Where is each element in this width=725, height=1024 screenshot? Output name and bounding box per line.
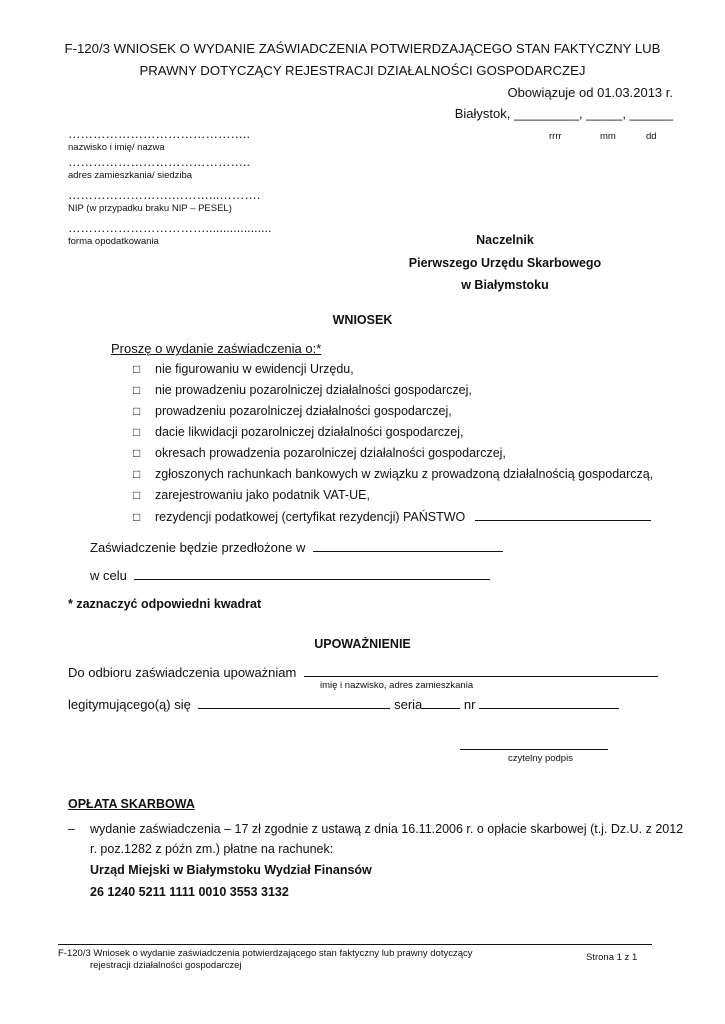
option-row[interactable]	[133, 362, 354, 376]
pickup-label: Do odbioru zaświadczenia upoważniam	[68, 665, 297, 680]
tax-form-field[interactable]: ……………………………...................	[68, 221, 272, 235]
date-label-day: dd	[646, 131, 657, 142]
number-label: nr	[463, 697, 476, 712]
submit-to-label: Zaświadczenie będzie przedłożone w	[90, 540, 306, 555]
series-input[interactable]	[422, 697, 460, 709]
option-row[interactable]	[133, 467, 653, 481]
fee-line1: wydanie zaświadczenia – 17 zł zgodnie z ustawą z dnia 16.11.2006 r. o opłacie skarbowej (t.j. Dz.U. z 2012	[90, 822, 684, 836]
nip-field[interactable]: …………………….………...……….	[68, 188, 261, 202]
nip-label: NIP (w przypadku braku NIP – PESEL)	[68, 203, 232, 214]
addressee-line2: Pierwszego Urzędu Skarbowego	[408, 256, 602, 270]
submit-to-input[interactable]	[313, 540, 503, 552]
fee-dash: –	[68, 822, 75, 836]
option-label: zgłoszonych rachunkach bankowych w związku z prowadzoną działalnością gospodarczą,	[155, 467, 654, 481]
option-row[interactable]	[133, 404, 452, 418]
checkbox[interactable]: □	[133, 467, 141, 481]
footer-text-line1: F-120/3 Wniosek o wydanie zaświadczenia potwierdzającego stan faktyczny lub prawny dotyczący	[58, 948, 473, 959]
checkbox[interactable]: □	[133, 425, 141, 439]
tax-form-label: forma opodatkowania	[68, 236, 159, 247]
option-label: nie figurowaniu w ewidencji Urzędu,	[155, 362, 354, 376]
checkbox[interactable]: □	[133, 488, 141, 502]
series-label: seria	[394, 697, 423, 712]
footnote: * zaznaczyć odpowiedni kwadrat	[68, 597, 262, 611]
option-label: zarejestrowaniu jako podatnik VAT-UE,	[155, 488, 370, 502]
number-input[interactable]	[479, 697, 619, 709]
checkbox[interactable]: □	[133, 510, 141, 524]
valid-from: Obowiązuje od 01.03.2013 r.	[507, 85, 673, 100]
addressee-line3: w Białymstoku	[461, 278, 549, 292]
form-title-line1: F-120/3 WNIOSEK O WYDANIE ZAŚWIADCZENIA POTWIERDZAJĄCEGO STAN FAKTYCZNY LUB	[64, 41, 661, 56]
option-row[interactable]	[133, 446, 506, 460]
address-label: adres zamieszkania/ siedziba	[68, 170, 193, 181]
fee-line2: r. poz.1282 z późn zm.) płatne na rachunek:	[90, 842, 334, 856]
addressee-line1: Naczelnik	[476, 233, 534, 247]
option-row[interactable]	[133, 383, 472, 397]
name-label: nazwisko i imię/ nazwa	[68, 142, 165, 153]
checkbox[interactable]: □	[133, 404, 141, 418]
date-label-month: mm	[600, 131, 616, 142]
pickup-input[interactable]	[304, 665, 658, 677]
country-input[interactable]	[475, 509, 651, 521]
bank-account: 26 1240 5211 1111 0010 3553 3132	[90, 885, 289, 899]
checkbox[interactable]: □	[133, 446, 141, 460]
option-row[interactable]	[133, 425, 464, 439]
id-row	[68, 697, 619, 712]
fee-heading: OPŁATA SKARBOWA	[68, 797, 195, 811]
pickup-sublabel: imię i nazwisko, adres zamieszkania	[320, 680, 474, 691]
request-heading: WNIOSEK	[332, 313, 393, 327]
authorization-heading: UPOWAŻNIENIE	[314, 637, 411, 651]
pickup-row	[68, 665, 658, 680]
signature-label: czytelny podpis	[508, 753, 573, 764]
date-label-year: rrrr	[549, 131, 562, 142]
page-number: Strona 1 z 1	[586, 952, 638, 963]
option-label: nie prowadzeniu pozarolniczej działalności gospodarczej,	[155, 383, 472, 397]
option-label: rezydencji podatkowej (certyfikat rezydencji) PAŃSTWO	[155, 510, 466, 524]
footer-divider	[58, 944, 652, 945]
option-label: dacie likwidacji pozarolniczej działalności gospodarczej,	[155, 425, 464, 439]
purpose-input[interactable]	[134, 568, 490, 580]
bank-name: Urząd Miejski w Białymstoku Wydział Finansów	[90, 863, 372, 877]
signature-line[interactable]	[460, 749, 608, 750]
place-date-field[interactable]: Białystok, _________, _____, ______	[454, 106, 673, 121]
option-row[interactable]	[133, 509, 651, 524]
form-title-line2: PRAWNY DOTYCZĄCY REJESTRACJI DZIAŁALNOŚCI GOSPODARCZEJ	[139, 63, 586, 78]
id-label: legitymującego(ą) się	[68, 697, 191, 712]
option-label: okresach prowadzenia pozarolniczej działalności gospodarczej,	[155, 446, 506, 460]
address-field[interactable]: ……………………………………..	[68, 155, 250, 169]
name-field[interactable]: ……………………………………..	[68, 127, 250, 141]
purpose-row	[90, 568, 490, 583]
option-row[interactable]	[133, 488, 370, 502]
submit-to-row	[90, 540, 503, 555]
footer-text-line2: rejestracji działalności gospodarczej	[90, 960, 242, 971]
option-label: prowadzeniu pozarolniczej działalności gospodarczej,	[155, 404, 452, 418]
request-intro: Proszę o wydanie zaświadczenia o:*	[111, 341, 322, 356]
checkbox[interactable]: □	[133, 383, 141, 397]
purpose-label: w celu	[90, 568, 127, 583]
id-document-input[interactable]	[198, 697, 390, 709]
checkbox[interactable]: □	[133, 362, 141, 376]
